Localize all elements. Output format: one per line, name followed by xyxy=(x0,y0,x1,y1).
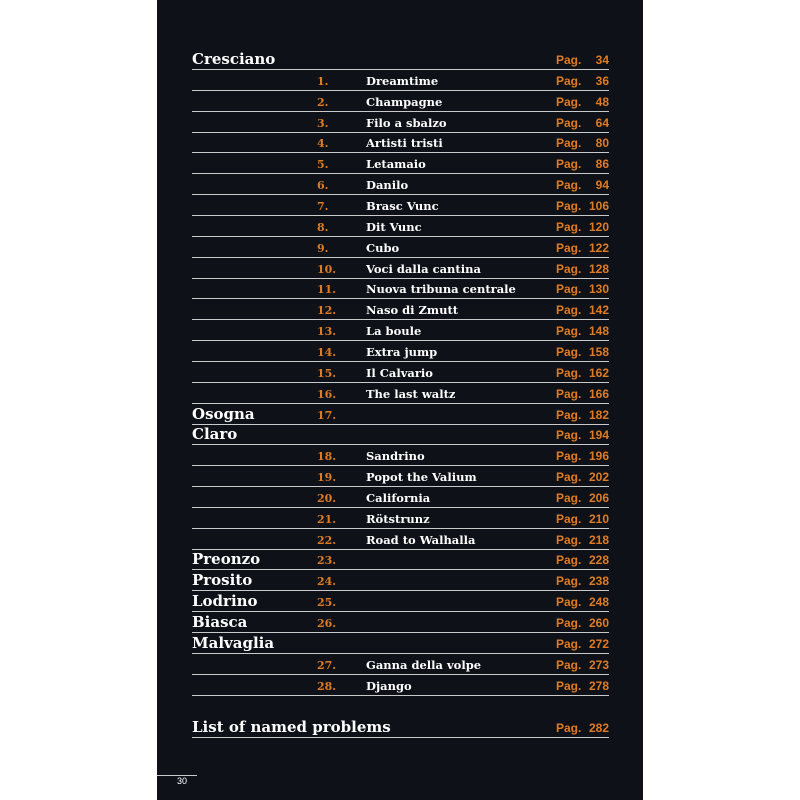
page-label: Pag. xyxy=(556,678,582,693)
problem-number: 10. xyxy=(317,262,337,276)
row-underline xyxy=(192,90,609,91)
problem-title: Popot the Valium xyxy=(366,470,477,484)
page-number: 64 xyxy=(595,115,609,130)
toc-row xyxy=(192,92,609,112)
page-number: 272 xyxy=(588,636,609,651)
page-label: Pag. xyxy=(556,428,582,443)
page-label: Pag. xyxy=(556,240,582,255)
folio-number: 30 xyxy=(177,776,188,786)
page-label: Pag. xyxy=(556,490,582,505)
page-label: Pag. xyxy=(556,574,582,589)
problem-title: Artisti tristi xyxy=(366,136,443,151)
problem-number: 27. xyxy=(317,658,337,672)
toc-row xyxy=(192,467,609,487)
area-name: Biasca xyxy=(192,613,248,631)
page-number: 218 xyxy=(588,532,609,547)
row-underline xyxy=(192,111,609,112)
toc-row xyxy=(192,425,609,445)
problem-title: Dreamtime xyxy=(366,73,439,88)
problem-title: Extra jump xyxy=(366,344,438,359)
page-label: Pag. xyxy=(556,178,582,193)
page-number: 120 xyxy=(588,219,609,234)
problem-number: 26. xyxy=(317,617,337,630)
problem-title: Letamaio xyxy=(366,157,426,172)
problem-title: Road to Walhalla xyxy=(366,532,476,547)
page-number: 260 xyxy=(588,616,609,630)
toc-row xyxy=(192,342,609,362)
page-label: Pag. xyxy=(556,365,582,380)
row-underline xyxy=(192,549,609,550)
problem-title: Sandrino xyxy=(366,449,425,464)
named-problems-label: List of named problems xyxy=(192,718,391,736)
page-number: 122 xyxy=(588,240,609,255)
page-number: 166 xyxy=(588,386,609,401)
problem-title: Naso di Zmutt xyxy=(366,303,459,318)
problem-number: 16. xyxy=(317,387,337,401)
area-name: Malvaglia xyxy=(192,633,275,652)
problem-number: 14. xyxy=(317,345,337,359)
problem-number: 28. xyxy=(317,679,337,693)
problem-title: California xyxy=(366,490,431,505)
page-label: Pag. xyxy=(556,386,582,401)
row-underline xyxy=(192,361,609,362)
problem-number: 23. xyxy=(317,554,337,568)
page-number: 48 xyxy=(595,94,609,109)
problem-title: Cubo xyxy=(366,240,400,255)
problem-title: Dit Vunc xyxy=(366,219,422,234)
problem-number: 15. xyxy=(317,366,337,380)
page-number: 94 xyxy=(595,178,609,193)
toc-row xyxy=(192,321,609,341)
page-label: Pag. xyxy=(556,595,582,610)
page-number: 210 xyxy=(588,511,609,526)
toc-row xyxy=(192,405,609,425)
page-label: Pag. xyxy=(556,53,582,67)
page-label: Pag. xyxy=(556,616,582,630)
row-underline xyxy=(192,403,609,404)
toc-row xyxy=(192,446,609,466)
page-number: 273 xyxy=(588,657,609,672)
toc-row xyxy=(192,50,609,70)
toc-row xyxy=(192,655,609,675)
problem-number: 8. xyxy=(317,220,329,234)
page-number: 106 xyxy=(588,199,609,213)
problem-number: 5. xyxy=(317,158,329,172)
toc-row xyxy=(192,488,609,508)
page-label: Pag. xyxy=(556,324,582,339)
toc-row xyxy=(192,571,609,591)
problem-title: La boule xyxy=(366,324,422,339)
page-label: Pag. xyxy=(556,303,582,318)
toc-row xyxy=(192,217,609,237)
row-underline xyxy=(192,737,609,738)
named-problems-row xyxy=(192,718,609,738)
row-underline xyxy=(192,569,609,570)
page-label: Pag. xyxy=(556,73,582,88)
page-number: 206 xyxy=(588,490,609,505)
toc-row xyxy=(192,113,609,133)
problem-number: 22. xyxy=(317,533,337,547)
row-underline xyxy=(192,194,609,195)
page-number: 202 xyxy=(588,470,609,484)
page-label: Pag. xyxy=(556,553,582,568)
problem-title: Champagne xyxy=(366,94,443,109)
toc-row xyxy=(192,634,609,654)
toc-row xyxy=(192,509,609,529)
page-label: Pag. xyxy=(556,657,582,672)
page-label: Pag. xyxy=(556,511,582,526)
toc-row xyxy=(192,613,609,633)
toc-row xyxy=(192,363,609,383)
problem-number: 21. xyxy=(317,512,337,526)
page-number: 128 xyxy=(588,261,609,276)
problem-number: 11. xyxy=(317,283,337,297)
row-underline xyxy=(192,152,609,153)
page-label: Pag. xyxy=(556,136,582,151)
page-number: 238 xyxy=(588,574,609,589)
toc-row xyxy=(192,71,609,91)
area-name: Preonzo xyxy=(192,550,261,569)
book-page xyxy=(157,0,643,800)
problem-number: 20. xyxy=(317,491,337,505)
area-name: Osogna xyxy=(192,404,255,423)
problem-number: 2. xyxy=(317,95,329,109)
page-number: 142 xyxy=(588,303,609,318)
row-underline xyxy=(192,278,609,279)
page-number: 162 xyxy=(588,365,609,380)
page-number: 278 xyxy=(588,678,609,693)
page-number: 228 xyxy=(588,553,609,568)
page-number: 194 xyxy=(588,428,609,443)
problem-number: 17. xyxy=(317,408,337,422)
row-underline xyxy=(192,486,609,487)
page-number: 196 xyxy=(588,449,609,464)
toc-row xyxy=(192,676,609,696)
page-label: Pag. xyxy=(556,449,582,464)
toc-row xyxy=(192,550,609,570)
toc-row xyxy=(192,530,609,550)
problem-title: Rötstrunz xyxy=(366,511,430,526)
problem-number: 13. xyxy=(317,325,337,339)
page-label: Pag. xyxy=(556,470,582,484)
problem-number: 25. xyxy=(317,596,337,610)
page-label: Pag. xyxy=(556,115,582,130)
toc-row xyxy=(192,300,609,320)
page-label: Pag. xyxy=(556,407,582,422)
row-underline xyxy=(192,444,609,445)
problem-number: 6. xyxy=(317,179,329,193)
problem-number: 19. xyxy=(317,471,337,484)
page-label: Pag. xyxy=(556,94,582,109)
problem-title: Django xyxy=(366,678,412,693)
page-number: 148 xyxy=(588,324,609,339)
area-name: Cresciano xyxy=(192,50,276,68)
problem-number: 9. xyxy=(317,241,329,255)
toc-row xyxy=(192,592,609,612)
row-underline xyxy=(192,653,609,654)
problem-number: 3. xyxy=(317,116,329,130)
page-number: 80 xyxy=(595,136,609,151)
problem-title: Brasc Vunc xyxy=(366,199,439,213)
page-label: Pag. xyxy=(556,721,582,735)
page-number: 34 xyxy=(595,53,609,67)
page-label: Pag. xyxy=(556,219,582,234)
problem-number: 12. xyxy=(317,304,337,318)
row-underline xyxy=(192,695,609,696)
area-name: Prosito xyxy=(192,571,253,590)
problem-number: 7. xyxy=(317,200,329,213)
area-name: Lodrino xyxy=(192,592,258,611)
page-label: Pag. xyxy=(556,636,582,651)
page-label: Pag. xyxy=(556,344,582,359)
area-name: Claro xyxy=(192,425,238,444)
page-label: Pag. xyxy=(556,157,582,172)
page-number: 130 xyxy=(588,282,609,297)
toc-row xyxy=(192,259,609,279)
problem-number: 4. xyxy=(317,137,329,151)
problem-number: 1. xyxy=(317,74,329,88)
page-number: 282 xyxy=(588,721,609,735)
page-number: 36 xyxy=(595,73,609,88)
page-label: Pag. xyxy=(556,199,582,213)
toc-row xyxy=(192,384,609,404)
page-label: Pag. xyxy=(556,282,582,297)
page-number: 248 xyxy=(588,595,609,610)
problem-title: The last waltz xyxy=(366,386,456,401)
problem-title: Ganna della volpe xyxy=(366,657,482,672)
page-label: Pag. xyxy=(556,532,582,547)
page-label: Pag. xyxy=(556,261,582,276)
toc-row xyxy=(192,154,609,174)
page-number: 158 xyxy=(588,344,609,359)
row-underline xyxy=(192,319,609,320)
problem-title: Nuova tribuna centrale xyxy=(366,282,516,297)
toc-row xyxy=(192,133,609,153)
page-number: 182 xyxy=(588,407,609,422)
toc-row xyxy=(192,279,609,299)
toc-row xyxy=(192,196,609,216)
problem-number: 18. xyxy=(317,450,337,464)
problem-title: Filo a sbalzo xyxy=(366,115,447,130)
toc-row xyxy=(192,238,609,258)
toc-row xyxy=(192,175,609,195)
problem-title: Voci dalla cantina xyxy=(366,261,481,276)
problem-number: 24. xyxy=(317,575,337,589)
page-number: 86 xyxy=(595,157,609,172)
row-underline xyxy=(192,236,609,237)
row-underline xyxy=(192,611,609,612)
problem-title: Il Calvario xyxy=(366,365,433,380)
problem-title: Danilo xyxy=(366,178,409,193)
